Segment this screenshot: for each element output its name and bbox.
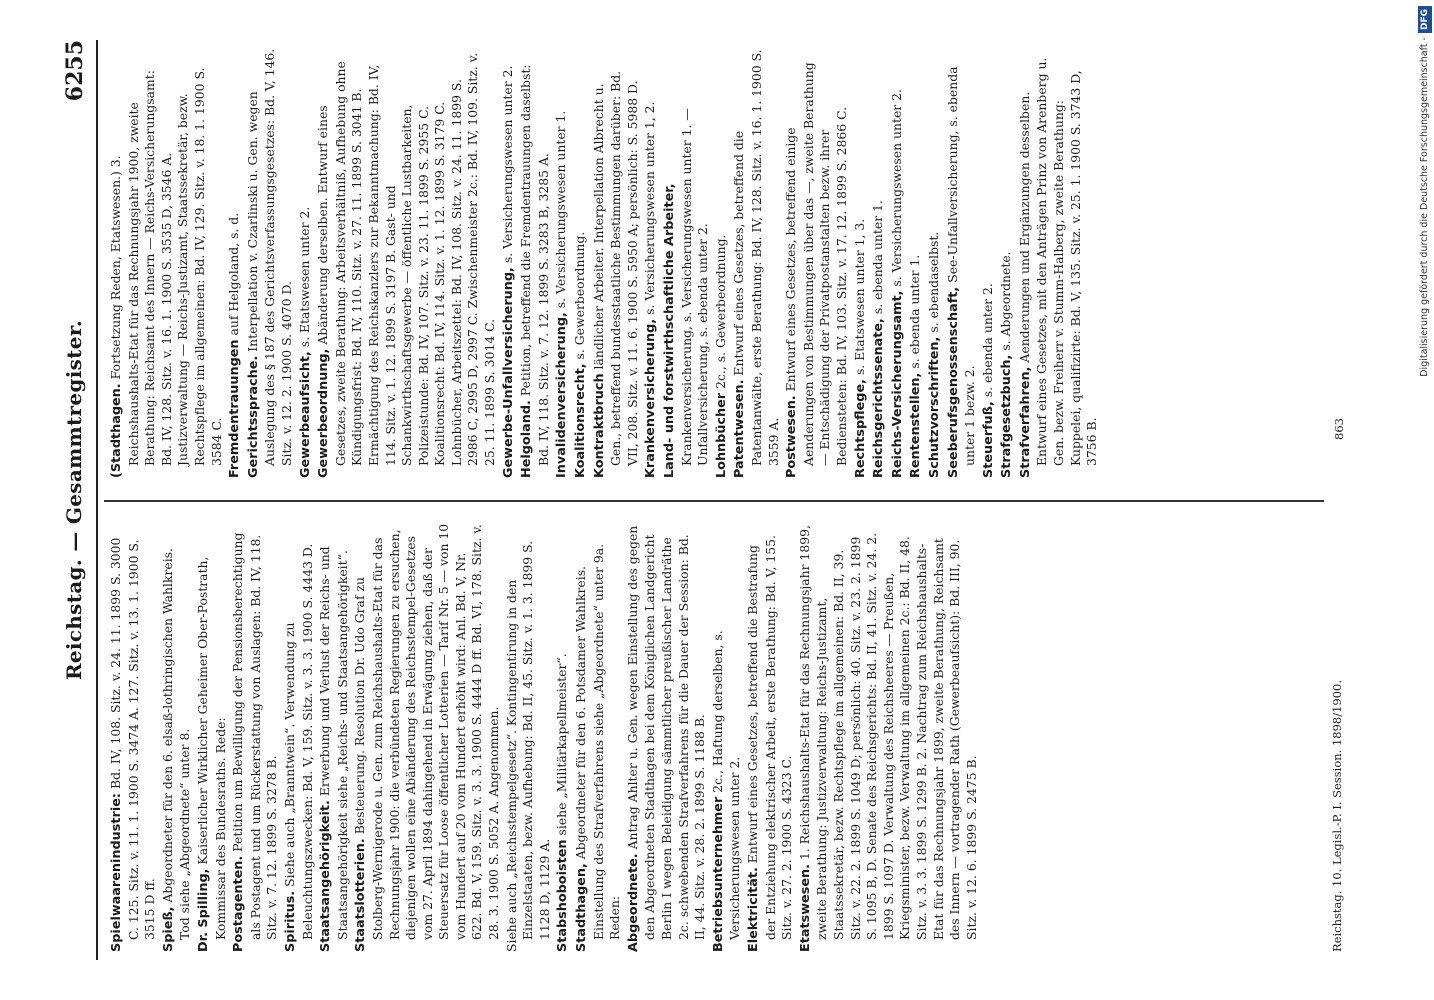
page-number: 6255 xyxy=(62,40,88,102)
entry-text: Erwerbung und Verlust der Reichs- und Staatsangehörigkeit siehe „Reichs- und Staatsangehörigkeit“. xyxy=(317,546,350,940)
register-entry xyxy=(1017,48,1101,478)
entry-heading: Abgeordnete. xyxy=(625,853,641,952)
entry-text: 2c., Haftung derselben, s. Versicherungswesen unter 2. xyxy=(709,630,743,940)
entry-heading: Patentwesen. xyxy=(732,379,748,478)
register-entry xyxy=(500,48,518,478)
entry-heading: Elektricität. xyxy=(745,867,761,952)
register-entry xyxy=(504,522,554,952)
entry-text: Petition um Bewilligung der Pensionsberechtigung als Postagent und um Rückerstattung von Auslagen: Bd. IV, 118. Sitz. v. 7. 12. 1899 S. 3278 B. xyxy=(230,532,280,940)
entry-heading: Staatsangehörigkeit. xyxy=(318,800,334,952)
entry-heading: Gewerbeordnung, xyxy=(316,348,332,478)
register-entry xyxy=(731,48,782,478)
entry-text: Abänderung derselben. Entwurf eines Gesetzes, zweite Berathung: Arbeitsverhältniß, Aufhebung ohne Kündigungsfrist: Bd. IV, 110. Sitz. v. 27. 11. 1899 S. 3041 B. Ermächtigung des Reichskanzlers zur Bekanntmachung: Bd. IV, 114. Sitz. v. 1. 12. 1899 S. 3197 B. Gast- und Schankwirthschaftsgewerbe — öffentliche Lustbarkeiten, Polizeistunde: Bd. IV, 107. Sitz. v. 23. 11. 1899 S. 2955 C. Koalitionsrecht: Bd. IV, 114. Sitz. v. 1. 12. 1899 S. 3179 C. Lohnbücher, Arbeitszettel: Bd. IV, 108. Sitz. v. 24. 11. 1899 S. 2986 C, 2995 D, 2997 C. Zwischenmeister 2c.: Bd. IV, 109. Sitz. v. 25. 11. 1899 S. 3014 C. xyxy=(315,52,498,466)
entry-text: Kaiserlicher Wirklicher Geheimer Ober-Postrath, Kommissar des Bundesraths. Rede: xyxy=(194,556,228,940)
left-column xyxy=(108,522,981,952)
entry-heading: Reichsgerichtssenate, xyxy=(871,318,887,478)
digitization-credit xyxy=(1415,0,1434,1000)
register-entry xyxy=(926,48,944,478)
entry-heading: Koalitionsrecht, xyxy=(573,363,589,478)
entry-heading: Lohnbücher xyxy=(713,392,729,478)
entry-heading: Krankenversicherung, xyxy=(643,318,659,478)
register-entry xyxy=(226,48,244,478)
entry-heading: Gewerbe-Unfallversicherung, xyxy=(500,267,516,478)
register-entry xyxy=(315,48,499,478)
register-entry xyxy=(573,522,624,952)
entry-heading: Staatslotterien. xyxy=(353,838,369,952)
register-entry xyxy=(889,48,907,478)
entry-text: See-Unfallversicherung, s. ebenda unter 1 bezw. 2. xyxy=(944,66,978,466)
entry-heading: Dr. Spilling, xyxy=(195,868,211,952)
register-entry xyxy=(518,48,552,478)
entry-text: s. Etatswesen unter 2. xyxy=(296,206,312,348)
entry-heading: Reichs-Versicherungsamt, xyxy=(889,290,905,478)
entry-heading: Rechtspflege, xyxy=(852,379,868,478)
entry-heading: (Stadthagen. xyxy=(109,383,124,478)
register-entry xyxy=(745,522,796,952)
entry-heading: Postwesen. xyxy=(784,395,800,478)
register-entry xyxy=(870,48,888,478)
register-entry xyxy=(108,522,159,952)
entry-text: s. ebenda unter 1. xyxy=(870,200,886,315)
register-entry xyxy=(980,48,998,478)
register-entry xyxy=(710,522,744,952)
entry-heading: Spieß, xyxy=(160,906,176,952)
register-entry xyxy=(230,522,281,952)
entry-heading: Schutzvorschriften, xyxy=(926,336,942,478)
entry-text: Entwurf eines Gesetzes, betreffend die Bestrafung der Entziehung elektrischer Arbeit, erste Berathung: Bd. V, 155. Sitz. v. 27. 2. 1900 S. 4323 C. xyxy=(744,535,795,940)
page-header xyxy=(62,40,92,960)
register-entry xyxy=(625,522,709,952)
entry-heading: Spiritus. xyxy=(282,890,298,952)
entry-text: Entwurf eines Gesetzes, betreffend die Patentanwälte, erste Berathung: Bd. IV, 128. Sitz. v. 16. 1. 1900 S. 3559 A. xyxy=(731,49,781,466)
column-divider xyxy=(104,500,1324,502)
entry-heading: Invalidenversicherung, xyxy=(554,312,570,478)
register-entry xyxy=(998,48,1016,478)
entry-text: s. ebenda unter 1. xyxy=(907,254,923,369)
entry-heading: Helgoland. xyxy=(519,400,535,478)
entry-heading: Spielwaarenindustrie: xyxy=(109,792,124,952)
entry-heading: Steuerfuß, xyxy=(980,401,996,478)
entry-text: Siehe auch „Reichsstempelgesetz“. Kontingentirung in den Einzelstaaten, bezw. Aufhebung: Bd. II, 45. Sitz. v. 1. 3. 1899 S. 1128 D, 1129 A. xyxy=(503,540,552,952)
register-entry xyxy=(572,48,590,478)
entry-text: Abgeordneter für den 6. Potsdamer Wahlkreis. Einstellung des Strafverfahrens siehe „Abgeordnete“ unter 9a. Reden: xyxy=(573,543,623,940)
entry-text: siehe „Militärkapellmeister“. xyxy=(554,653,570,836)
entry-text: s. Versicherungswesen unter 1, 2. xyxy=(642,101,658,315)
entry-text: Aenderungen und Ergänzungen desselben. Entwurf eines Gesetzes, mit den Anträgen Prinz von Arenberg u. Gen. bezw. Freiherr v. Stumm-Halberg, zweite Berathung: Kuppelei, qualifizirte: Bd. V, 135. Sitz. v. 25. 1. 1900 S. 3743 D, 3756 B. xyxy=(1016,57,1100,466)
entry-heading: Strafverfahren, xyxy=(1017,366,1033,478)
entry-text: s. ebendaselbst. xyxy=(925,231,941,333)
register-entry xyxy=(797,522,981,952)
entry-heading: Stadthagen, xyxy=(574,863,590,952)
entry-heading: Gerichtssprache. xyxy=(245,355,261,478)
register-entry xyxy=(553,48,571,478)
entry-text: ländlicher Arbeiter. Interpellation Albrecht u. Gen., betreffend bundesstaatliche Bestimmungen darüber: Bd. VII, 208. Sitz. v. 11. 6. 1900 S. 5950 A; persönlich: S. 5988 D. xyxy=(590,70,640,466)
register-entry xyxy=(642,48,660,478)
entry-heading: Betriebsunternehmer xyxy=(710,796,726,952)
entry-heading: Strafgesetzbuch, xyxy=(999,354,1015,478)
register-entry xyxy=(783,48,850,478)
entry-text: Krankenversicherung, s. Versicherungswesen unter 1. — Unfallversicherung, s. ebenda unter 2. xyxy=(678,108,711,466)
entry-heading: Etatswesen. xyxy=(797,864,813,952)
footer-page-number: 863 xyxy=(1332,418,1346,440)
register-entry xyxy=(160,522,194,952)
register-entry xyxy=(108,48,225,478)
entry-text: Fortsetzung Reden, Etatswesen.) 3. Reichshaushalts-Etat für das Rechnungsjahr 1900, zweite Berathung: Reichsamt des Innern — Reichs-Versicherungsamt: Bd. IV, 128. Sitz. v. 16. 1. 1900 S. 3535 D, 3546 A. Justizverwaltung — Reichs-Justizamt, Staatssekretär, bezw. Rechtspflege im allgemeinen: Bd. IV, 129. Sitz. v. 18. 1. 1900 S. 3584 C. xyxy=(108,67,224,466)
entry-text: s. Versicherungswesen unter 2. xyxy=(499,65,515,264)
entry-heading: Stabshoboisten xyxy=(555,839,571,952)
register-entry xyxy=(661,48,712,478)
entry-text: Siehe auch „Branntwein“. Verwendung zu Beleuchtungszwecken: Bd. V, 159. Sitz. v. 3. 3. 1900 S. 4443 D. xyxy=(281,543,315,940)
register-entry xyxy=(352,522,502,952)
register-entry xyxy=(713,48,731,478)
right-column xyxy=(108,48,1102,478)
entry-text: s. Versicherungswesen unter 2. xyxy=(888,89,904,287)
entry-heading: Postagenten. xyxy=(231,855,247,952)
entry-text: Besteuerung. Resolution Dr. Udo Graf zu Stolberg-Wernigerode u. Gen. zum Reichshaushalts-Etat für das Rechnungsjahr 1900: die verbündeten Regierungen zu ersuchen, diejenigen wollen eine Abänderung des Reichsstempel-Gesetzes vom 27. April 1894 dahingehend in Erwägung ziehen, daß der Steuersatz für Loose öffentlicher Lotterien — Tarif Nr. 5 — von 10 vom Hundert auf 20 vom Hundert erhöht wird: Anl. Bd. V, Nr. 622. Bd. V, 159. Sitz. v. 3. 3. 1900 S. 4444 D ff. Bd. VI, 178. Sitz. v. 28. 3. 1900 S. 5052 A. Angenommen. xyxy=(352,523,502,940)
register-entry xyxy=(282,522,316,952)
header-rule xyxy=(96,40,98,960)
entry-text: Antrag Ahlter u. Gen. wegen Einstellung des gegen den Abgeordneten Stadthagen bei dem Königlichen Landgericht Berlin I wegen Beleidigung sämmtlicher preußischer Landräthe 2c. schwebenden Strafverfahrens für die Dauer der Session: Bd. II, 44. Sitz. v. 28. 2. 1899 S. 1188 B. xyxy=(624,525,708,940)
register-entry xyxy=(297,48,315,478)
entry-heading: Seeberufsgenossenschaft, xyxy=(945,286,961,478)
page-title: Reichstag. — Gesammtregister. xyxy=(62,320,86,681)
entry-text: 2c., s. Gewerbeordnung. xyxy=(712,234,728,389)
register-entry xyxy=(554,522,572,952)
register-entry xyxy=(852,48,870,478)
entry-text: Entwurf eines Gesetzes, betreffend einige Aenderungen von Bestimmungen über das —, zweite Berathung — Entschädigung der Privatpostanstalten bezw. ihrer Bediensteten: Bd. IV, 103. Sitz. v. 17. 12. 1899 S. 2866 C. xyxy=(783,62,849,466)
register-entry xyxy=(591,48,642,478)
entry-text: s. ebenda unter 2. xyxy=(979,283,995,398)
entry-text: s. Etatswesen unter 1, 3. xyxy=(851,218,867,376)
entry-text: s. Gewerbeordnung. xyxy=(572,231,588,360)
entry-text: Bd. IV, 108. Sitz. v. 24. 11. 1899 S. 3000 C. 125. Sitz. v. 11. 1. 1900 S. 3474 A. 127. Sitz. v. 13. 1. 1900 S. 3515 D ff. xyxy=(108,537,158,940)
entry-text: Interpellation v. Czarlinski u. Gen. wegen Auslegung des § 187 des Gerichtsverfassungsgesetzes: Bd. V, 146. Sitz. v. 12. 2. 1900 S. 4070 D. xyxy=(244,48,294,466)
credit-text: Digitalisierung gefördert durch die Deutsche Forschungsgemeinschaft - xyxy=(1419,37,1430,377)
entry-heading: Land- und forstwirthschaftliche Arbeiter, xyxy=(662,183,677,478)
entry-text: auf Helgoland, s. d. xyxy=(226,212,242,336)
entry-text: s. Abgeordnete. xyxy=(998,251,1014,351)
footer-session-line: Reichstag. 10. Legisl.-P. I. Session. 1898/1900. xyxy=(1330,679,1344,952)
entry-text: Abgeordneter für den 6. elsaß-lothringischen Wahlkreis. Tod siehe „Abgeordnete“ unter 8. xyxy=(159,548,193,940)
entry-text: 1. Reichshaushalts-Etat für das Rechnungsjahr 1899, zweite Berathung: Justizverwaltung: Reichs-Justizamt, Staatssekretär, bezw. Rechtspflege im allgemeinen: Bd. II, 39. Sitz. v. 22. 2. 1899 S. 1049 D; persönlich: 40. Sitz. v. 23. 2. 1899 S. 1095 B, D. Senate des Reichsgerichts: Bd. II, 41. Sitz. v. 24. 2. 1899 S. 1097 D. Verwaltung des Reichsheeres — Preußen, Kriegsminister, bezw. Verwaltung im allgemeinen 2c.: Bd. II, 48. Sitz. v. 3. 3. 1899 S. 1299 B. 2. Nachtrag zum Reichshaushalts-Etat für das Rechnungsjahr 1899, zweite Berathung, Reichsamt des Innern — vortragender Rath (Gewerbeaufsicht): Bd. III, 90. Sitz. v. 12. 6. 1899 S. 2475 B. xyxy=(796,525,979,940)
entry-heading: Gewerbeaufsicht, xyxy=(297,351,313,478)
register-entry xyxy=(907,48,925,478)
credit-line xyxy=(1415,0,1434,1000)
register-entry xyxy=(945,48,979,478)
entry-text: Petition, betreffend die Fremdentrauungen daselbst: Bd. IV, 118. Sitz. v. 7. 12. 1899 S. 3283 B, 3285 A. xyxy=(518,64,551,466)
entry-heading: Fremdentrauungen xyxy=(227,339,243,478)
entry-text: s. Versicherungswesen unter 1. xyxy=(553,110,569,309)
entry-heading: Rentenstellen, xyxy=(908,372,924,478)
register-entry xyxy=(195,522,229,952)
entry-heading: Kontraktbruch xyxy=(591,373,607,478)
dfg-logo: DFG xyxy=(1418,6,1432,33)
register-entry xyxy=(317,522,351,952)
register-entry xyxy=(245,48,296,478)
